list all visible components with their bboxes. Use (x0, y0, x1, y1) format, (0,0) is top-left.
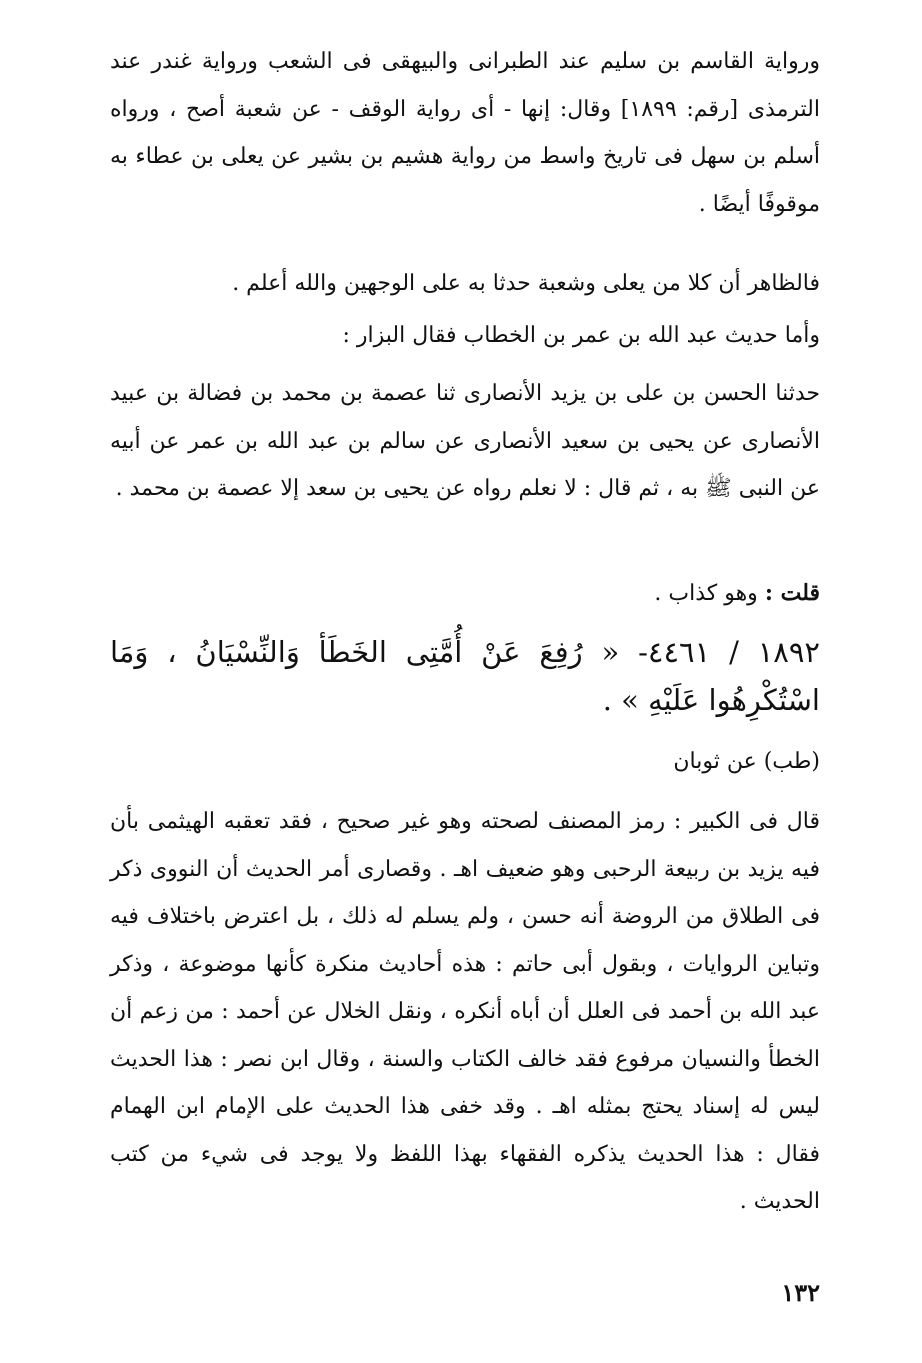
paragraph-conclusion: فالظاهر أن كلا من يعلى وشعبة حدثا به على الوجهين والله أعلم . (232, 271, 820, 296)
hadith-source: (طب) عن ثوبان (673, 749, 820, 774)
page-number: ١٣٢ (781, 1278, 820, 1307)
qultu-text: وهو كذاب . (654, 581, 765, 606)
qultu-label: قلت : (764, 580, 820, 606)
paragraph-isnad: حدثنا الحسن بن على بن يزيد الأنصارى ثنا عصمة بن محمد بن فضالة بن عبيد الأنصارى عن يحيى بن سعيد الأنصارى عن سالم بن عبد الله بن عمر عن أبيه عن النبى ﷺ به ، ثم قال : لا نعلم رواه عن يحيى بن سعد إلا عصمة بن محمد . (110, 381, 820, 501)
paragraph-ibn-umar-intro: وأما حديث عبد الله بن عمر بن الخطاب فقال البزار : (342, 323, 820, 348)
paragraph-narrations: ورواية القاسم بن سليم عند الطبرانى والبيهقى فى الشعب ورواية غندر عند الترمذى [رقم: ١٨٩٩] وقال: إنها - أى رواية الوقف - عن شعبة أصح ، ورواه أسلم بن سهل فى تاريخ واسط من رواية هشيم بن بشير عن يعلى بن عطاء به موقوفًا أيضًا . (110, 49, 820, 217)
paragraph-commentary: قال فى الكبير : رمز المصنف لصحته وهو غير صحيح ، فقد تعقبه الهيثمى بأن فيه يزيد بن ربيعة الرحبى وهو ضعيف اهـ . وقصارى أمر الحديث أن النووى ذكر فى الطلاق من الروضة أنه حسن ، ولم يسلم له ذلك ، بل اعترض باختلاف فيه وتباين الروايات ، وبقول أبى حاتم : هذه أحاديث منكرة كأنها موضوعة ، وذكر عبد الله بن أحمد فى العلل أن أباه أنكره ، ونقل الخلال عن أحمد : من زعم أن الخطأ والنسيان مرفوع فقد خالف الكتاب والسنة ، وقال ابن نصر : هذا الحديث ليس له إسناد يحتج بمثله اهـ . وقد خفى هذا الحديث على الإمام ابن الهمام فقال : هذا الحديث يذكره الفقهاء بهذا اللفظ ولا يوجد فى شيء من كتب الحديث . (110, 809, 821, 1214)
paragraph-qultu (110, 573, 820, 614)
hadith-text: ١٨٩٢ / ٤٤٦١- « رُفِعَ عَنْ أُمَّتِى الخَطَأ وَالنِّسْيَانُ ، وَمَا اسْتُكْرِهُوا عَلَيْهِ » . (110, 635, 820, 717)
